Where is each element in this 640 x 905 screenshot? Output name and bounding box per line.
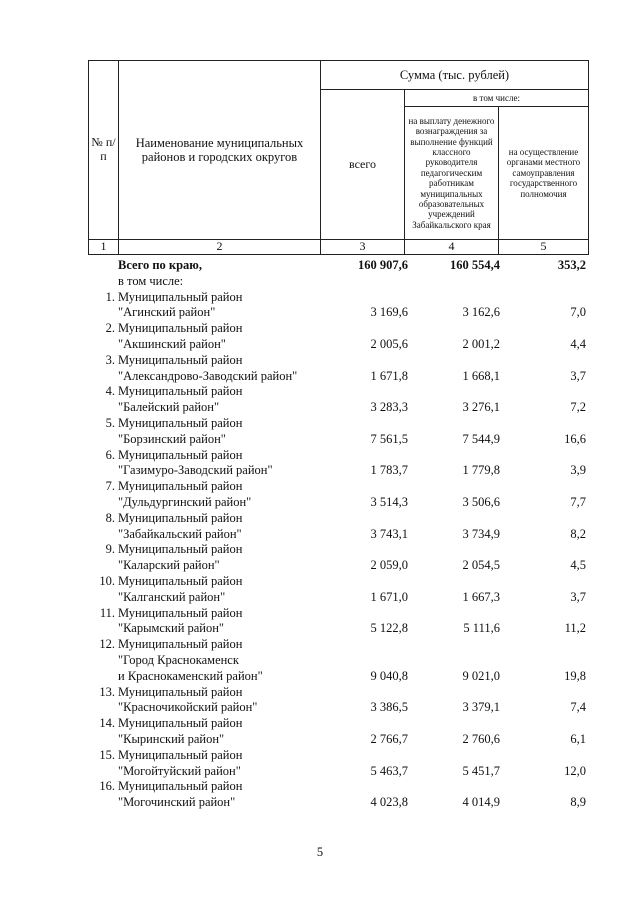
row-name-line: "Балейский район" [118, 400, 220, 415]
row-total-value: 5 122,8 [370, 621, 408, 636]
row-local-authority-value: 19,8 [564, 668, 586, 683]
column-number-3: 3 [321, 240, 405, 255]
page-number: 5 [316, 845, 324, 859]
table-row [88, 748, 588, 780]
row-number: 8. [105, 510, 115, 525]
row-number: 13. [99, 684, 115, 699]
row-total-value: 2 766,7 [370, 731, 408, 746]
row-name-line: и Краснокаменский район" [118, 668, 263, 683]
row-total-value: 4 023,8 [370, 795, 408, 810]
row-teacher-pay-value: 2 001,2 [462, 336, 500, 351]
row-number: 12. [99, 637, 115, 652]
row-total-value: 5 463,7 [370, 763, 408, 778]
row-number: 4. [105, 384, 115, 399]
row-name-line: "Город Краснокаменск [118, 652, 239, 667]
column-number-5: 5 [499, 240, 589, 255]
row-number: 1. [105, 289, 115, 304]
row-name-line: "Калганский район" [118, 589, 226, 604]
row-teacher-pay-value: 4 014,9 [462, 795, 500, 810]
header-number: № п/п [89, 61, 119, 240]
row-local-authority-value: 8,9 [570, 795, 586, 810]
row-name-line: Муниципальный район [118, 321, 243, 336]
header-name: Наименование муниципальных районов и городских округов [119, 61, 321, 240]
row-name-line: "Могойтуйский район" [118, 763, 241, 778]
row-local-authority-value: 7,0 [570, 305, 586, 320]
row-total-value: 3 386,5 [370, 700, 408, 715]
row-number: 14. [99, 716, 115, 731]
row-local-authority-value: 7,7 [570, 494, 586, 509]
table-row [88, 353, 588, 385]
row-teacher-pay-value: 3 276,1 [462, 400, 500, 415]
row-name-line: Муниципальный район [118, 289, 243, 304]
row-teacher-pay-value: 1 667,3 [462, 589, 500, 604]
row-number: 2. [105, 321, 115, 336]
row-local-authority-value: 4,4 [570, 336, 586, 351]
row-number: 10. [99, 573, 115, 588]
row-number: 5. [105, 415, 115, 430]
header-sum: Сумма (тыс. рублей) [321, 61, 589, 90]
row-number: 16. [99, 779, 115, 794]
table-row [88, 574, 588, 606]
row-name-line: "Борзинский район" [118, 431, 226, 446]
row-name-line: Муниципальный район [118, 384, 243, 399]
row-name-line: Муниципальный район [118, 605, 243, 620]
row-total-value: 3 169,6 [370, 305, 408, 320]
row-name-line: Муниципальный район [118, 747, 243, 762]
table-row [88, 448, 588, 480]
row-name-line: "Каларский район" [118, 558, 220, 573]
row-name-line: "Агинский район" [118, 305, 216, 320]
row-number: 15. [99, 747, 115, 762]
table-row [88, 479, 588, 511]
row-teacher-pay-value: 1 779,8 [462, 463, 500, 478]
table-row [88, 290, 588, 322]
header-teacher-pay: на выплату денежного вознаграждения за выполнение функций классного руководителя педагогическим работникам муниципальных образовательных учреждений Забайкальского края [405, 107, 499, 240]
row-local-authority-value: 3,9 [570, 463, 586, 478]
total-label: Всего по краю, [118, 258, 202, 272]
row-name-line: "Газимуро-Заводский район" [118, 463, 273, 478]
row-local-authority-value: 7,4 [570, 700, 586, 715]
row-name-line: Муниципальный район [118, 542, 243, 557]
row-name-line: Муниципальный район [118, 637, 243, 652]
row-name-line: Муниципальный район [118, 716, 243, 731]
row-teacher-pay-value: 2 054,5 [462, 558, 500, 573]
row-local-authority-value: 6,1 [570, 731, 586, 746]
row-total-value: 2 005,6 [370, 336, 408, 351]
row-total-value: 2 059,0 [370, 558, 408, 573]
row-name-line: Муниципальный район [118, 573, 243, 588]
row-total-value: 1 783,7 [370, 463, 408, 478]
table-row [88, 542, 588, 574]
row-teacher-pay-value: 7 544,9 [462, 431, 500, 446]
row-total-value: 9 040,8 [370, 668, 408, 683]
column-number-2: 2 [119, 240, 321, 255]
total-all: 160 907,6 [358, 258, 408, 272]
row-name-line: "Акшинский район" [118, 336, 226, 351]
total-sublabel: в том числе: [118, 273, 184, 288]
row-local-authority-value: 11,2 [564, 621, 586, 636]
row-name-line: Муниципальный район [118, 479, 243, 494]
header-total: всего [321, 90, 405, 240]
header-local-authority: на осуществление органами местного самоуправления государственного полномочия [499, 107, 589, 240]
row-total-value: 7 561,5 [370, 431, 408, 446]
table-row [88, 637, 588, 684]
row-teacher-pay-value: 5 451,7 [462, 763, 500, 778]
row-local-authority-value: 4,5 [570, 558, 586, 573]
row-teacher-pay-value: 3 379,1 [462, 700, 500, 715]
row-local-authority-value: 16,6 [564, 431, 586, 446]
row-number: 9. [105, 542, 115, 557]
table-row [88, 416, 588, 448]
row-name-line: Муниципальный район [118, 510, 243, 525]
row-local-authority-value: 12,0 [564, 763, 586, 778]
total-pay: 160 554,4 [450, 258, 500, 272]
row-number: 6. [105, 447, 115, 462]
column-number-4: 4 [405, 240, 499, 255]
row-name-line: "Красночикойский район" [118, 700, 258, 715]
row-teacher-pay-value: 2 760,6 [462, 731, 500, 746]
table-row [88, 384, 588, 416]
row-local-authority-value: 8,2 [570, 526, 586, 541]
row-name-line: Муниципальный район [118, 415, 243, 430]
row-name-line: "Александрово-Заводский район" [118, 368, 298, 383]
row-number: 11. [99, 605, 115, 620]
row-name-line: "Могочинский район" [118, 795, 236, 810]
row-teacher-pay-value: 3 506,6 [462, 494, 500, 509]
table-row [88, 511, 588, 543]
row-number: 3. [105, 352, 115, 367]
header-including: в том числе: [405, 90, 589, 107]
row-name-line: Муниципальный район [118, 779, 243, 794]
row-teacher-pay-value: 3 162,6 [462, 305, 500, 320]
row-teacher-pay-value: 1 668,1 [462, 368, 500, 383]
total-local: 353,2 [557, 258, 586, 272]
row-total-value: 1 671,0 [370, 589, 408, 604]
row-local-authority-value: 7,2 [570, 400, 586, 415]
row-name-line: "Кыринский район" [118, 731, 225, 746]
row-local-authority-value: 3,7 [570, 589, 586, 604]
column-number-1: 1 [89, 240, 119, 255]
table-row [88, 779, 588, 811]
row-total-value: 1 671,8 [370, 368, 408, 383]
table-header [88, 60, 589, 255]
row-number: 7. [105, 479, 115, 494]
total-row [88, 258, 588, 290]
table-row [88, 321, 588, 353]
row-name-line: Муниципальный район [118, 352, 243, 367]
row-teacher-pay-value: 9 021,0 [462, 668, 500, 683]
row-teacher-pay-value: 5 111,6 [463, 621, 500, 636]
row-total-value: 3 743,1 [370, 526, 408, 541]
row-total-value: 3 514,3 [370, 494, 408, 509]
row-name-line: "Дульдургинский район" [118, 494, 252, 509]
row-name-line: Муниципальный район [118, 447, 243, 462]
table-row [88, 685, 588, 717]
row-name-line: "Забайкальский район" [118, 526, 242, 541]
table-row [88, 606, 588, 638]
row-total-value: 3 283,3 [370, 400, 408, 415]
row-name-line: "Карымский район" [118, 621, 225, 636]
row-teacher-pay-value: 3 734,9 [462, 526, 500, 541]
row-name-line: Муниципальный район [118, 684, 243, 699]
table-row [88, 716, 588, 748]
table-body [88, 258, 588, 811]
row-local-authority-value: 3,7 [570, 368, 586, 383]
